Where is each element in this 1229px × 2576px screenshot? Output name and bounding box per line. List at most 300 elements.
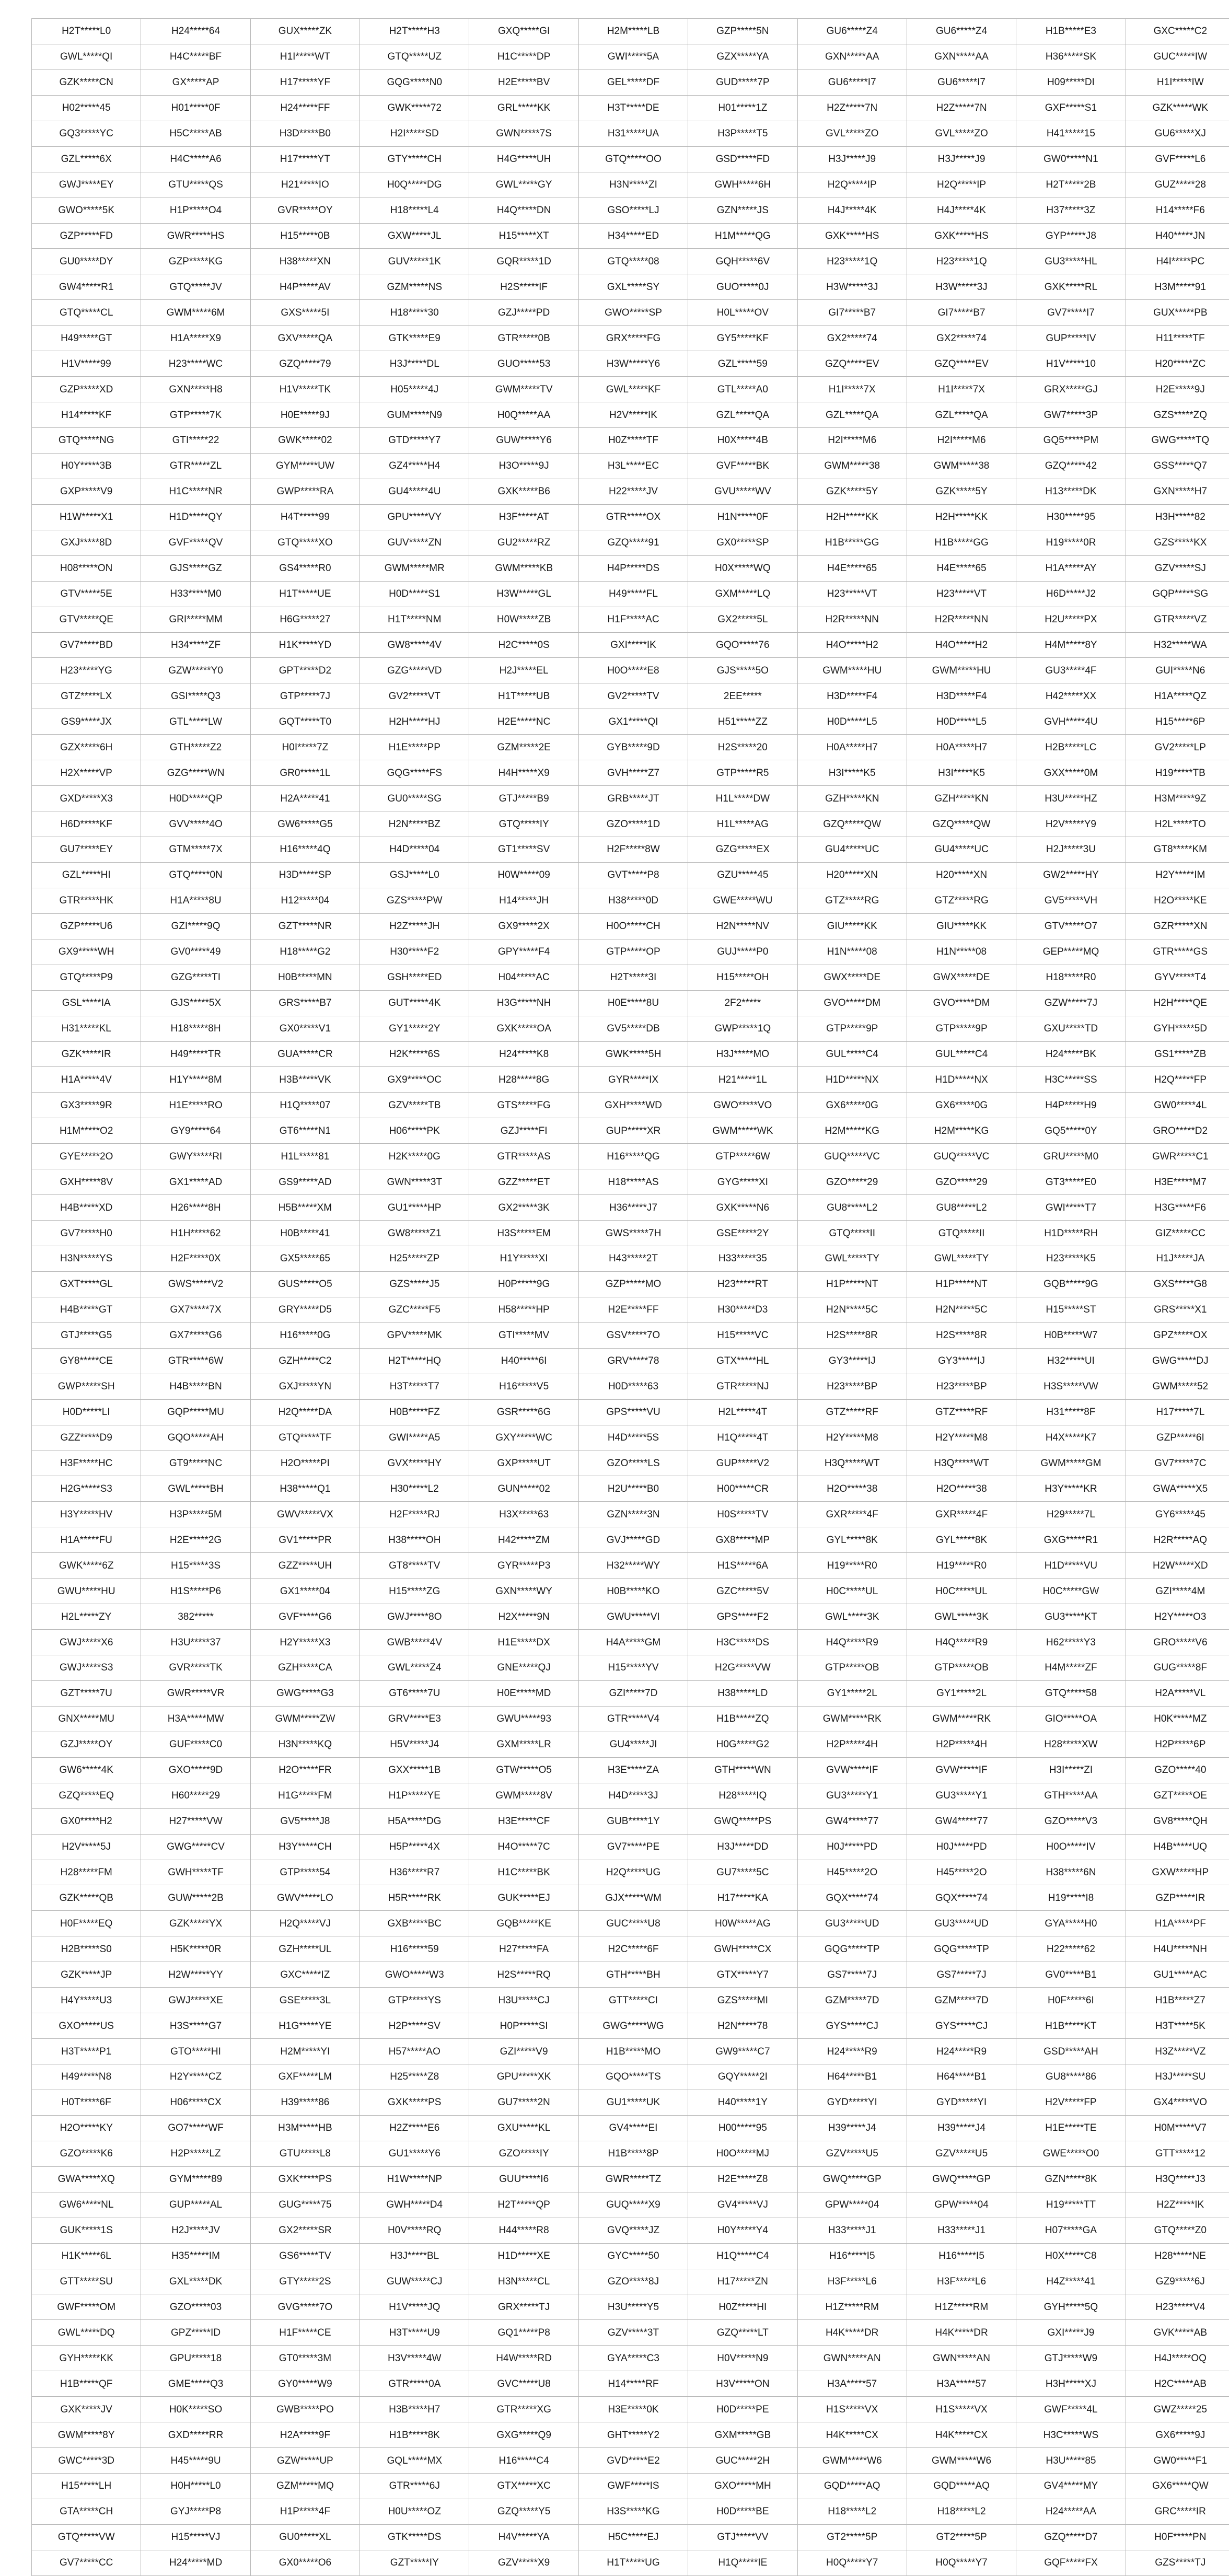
table-cell: H1D*****NX — [907, 1067, 1016, 1093]
table-cell: GTM*****7X — [141, 837, 250, 863]
table-cell: H0B*****W7 — [1016, 1322, 1126, 1348]
table-cell: GXK*****B6 — [469, 479, 578, 504]
table-cell: GWM*****RK — [797, 1706, 907, 1732]
table-cell: GQ5*****0Y — [1016, 1118, 1126, 1144]
table-cell: H45*****2O — [907, 1860, 1016, 1885]
table-cell: GZZ*****D9 — [32, 1425, 141, 1451]
table-cell: GU3*****Y1 — [907, 1783, 1016, 1808]
table-cell: H0T*****6F — [32, 2090, 141, 2115]
table-cell: GTH*****Z2 — [141, 735, 250, 760]
table-row — [32, 2141, 1229, 2166]
table-cell: GPZ*****ID — [141, 2320, 250, 2346]
table-cell: H0K*****MZ — [1126, 1706, 1229, 1732]
table-cell: H0J*****PD — [907, 1834, 1016, 1860]
table-cell: GWL*****Z4 — [360, 1655, 469, 1681]
table-cell: GS4*****R0 — [250, 555, 360, 581]
table-cell: H2I*****SD — [360, 121, 469, 146]
table-cell: H4D*****3J — [578, 1783, 688, 1808]
table-cell: H2O*****38 — [797, 1476, 907, 1502]
table-cell: GY1*****2L — [907, 1680, 1016, 1706]
table-cell: H3F*****HC — [32, 1451, 141, 1476]
table-cell: GRX*****TJ — [469, 2294, 578, 2320]
table-cell: H1H*****62 — [141, 1221, 250, 1246]
table-cell: 382***** — [141, 1604, 250, 1630]
table-cell: GT2*****5P — [907, 2524, 1016, 2550]
table-cell: H15*****VJ — [141, 2524, 250, 2550]
table-cell: GSO*****LJ — [578, 198, 688, 223]
table-cell: GTR*****0A — [360, 2371, 469, 2397]
table-row — [32, 172, 1229, 198]
table-cell: GSR*****6G — [469, 1399, 578, 1425]
table-row — [32, 1476, 1229, 1502]
table-cell: H1M*****O2 — [32, 1118, 141, 1144]
table-cell: H2U*****B0 — [578, 1476, 688, 1502]
table-cell: H1B*****MO — [578, 2039, 688, 2064]
table-cell: GWB*****4V — [360, 1630, 469, 1655]
table-cell: H64*****B1 — [797, 2064, 907, 2090]
table-cell: GXO*****MH — [688, 2474, 797, 2499]
table-cell: H28*****FM — [32, 1860, 141, 1885]
table-cell: GTR*****NJ — [688, 1374, 797, 1399]
table-cell: GTQ*****JV — [141, 274, 250, 300]
table-cell: GU3*****UD — [797, 1911, 907, 1936]
table-cell: H01*****1Z — [688, 95, 797, 121]
table-cell: H0O*****MJ — [688, 2141, 797, 2166]
table-cell: H3Z*****VZ — [1126, 2039, 1229, 2064]
table-cell: H2G*****VW — [688, 1655, 797, 1681]
table-row — [32, 1757, 1229, 1783]
table-cell: GZN*****8K — [1016, 2166, 1126, 2192]
table-cell: H1E*****RO — [141, 1093, 250, 1118]
table-row — [32, 2192, 1229, 2218]
table-cell: H2Q*****FP — [1126, 1067, 1229, 1093]
table-row — [32, 1297, 1229, 1322]
table-cell: H1T*****UE — [250, 581, 360, 607]
table-cell: GPW*****04 — [907, 2192, 1016, 2218]
table-cell: H1Q*****IE — [688, 2550, 797, 2575]
table-row — [32, 223, 1229, 249]
table-cell: GZQ*****Y5 — [469, 2499, 578, 2524]
table-cell: GWZ*****25 — [1126, 2397, 1229, 2422]
table-row — [32, 709, 1229, 735]
table-cell: H4K*****CX — [907, 2422, 1016, 2448]
table-row — [32, 2422, 1229, 2448]
table-cell: H32*****WY — [578, 1553, 688, 1579]
table-row — [32, 632, 1229, 658]
table-cell: GWP*****SH — [32, 1374, 141, 1399]
table-cell: H2O*****FR — [250, 1757, 360, 1783]
table-cell: GZT*****IY — [360, 2550, 469, 2575]
table-row — [32, 198, 1229, 223]
table-cell: GXN*****H8 — [141, 377, 250, 402]
table-cell: GTP*****OB — [797, 1655, 907, 1681]
table-cell: GUX*****PB — [1126, 300, 1229, 326]
table-row — [32, 939, 1229, 965]
table-cell: H38*****6N — [1016, 1860, 1126, 1885]
table-cell: H38*****0D — [578, 888, 688, 913]
table-cell: GXN*****AA — [797, 44, 907, 69]
table-cell: H1G*****YE — [250, 2013, 360, 2039]
table-cell: GZK*****5Y — [797, 479, 907, 504]
table-cell: GPU*****VY — [360, 504, 469, 530]
table-row — [32, 1399, 1229, 1425]
table-cell: H1A*****PF — [1126, 1911, 1229, 1936]
table-cell: H15*****XT — [469, 223, 578, 249]
table-cell: H1F*****CE — [250, 2320, 360, 2346]
table-cell: GUT*****4K — [360, 990, 469, 1016]
table-cell: GRC*****IR — [1126, 2499, 1229, 2524]
table-cell: GT6*****N1 — [250, 1118, 360, 1144]
table-cell: GV7*****CC — [32, 2550, 141, 2575]
table-cell: GUN*****02 — [469, 1476, 578, 1502]
table-cell: H0Q*****Y7 — [797, 2550, 907, 2575]
table-cell: H34*****ZF — [141, 632, 250, 658]
table-cell: GZT*****NR — [250, 913, 360, 939]
table-cell: H0Q*****Y7 — [907, 2550, 1016, 2575]
table-cell: H1E*****PP — [360, 735, 469, 760]
table-cell: H3Y*****KR — [1016, 1476, 1126, 1502]
table-cell: GW6*****G5 — [250, 811, 360, 837]
table-cell: H15*****YV — [578, 1655, 688, 1681]
table-cell: H02*****45 — [32, 95, 141, 121]
table-cell: GWM*****ZW — [250, 1706, 360, 1732]
table-cell: H4M*****ZF — [1016, 1655, 1126, 1681]
table-cell: GPZ*****OX — [1126, 1322, 1229, 1348]
table-cell: GTR*****VZ — [1126, 607, 1229, 632]
table-cell: H21*****1L — [688, 1067, 797, 1093]
table-cell: H49*****N8 — [32, 2064, 141, 2090]
table-cell: GWK*****02 — [250, 428, 360, 454]
table-cell: H1E*****TE — [1016, 2115, 1126, 2141]
table-cell: H3H*****XJ — [1016, 2371, 1126, 2397]
table-cell: GWS*****7H — [578, 1221, 688, 1246]
table-cell: H14*****RF — [578, 2371, 688, 2397]
table-cell: H18*****G2 — [250, 939, 360, 965]
table-cell: GW4*****77 — [907, 1808, 1016, 1834]
table-cell: GQP*****MU — [141, 1399, 250, 1425]
table-cell: GSL*****IA — [32, 990, 141, 1016]
table-cell: GXW*****HP — [1126, 1860, 1229, 1885]
table-cell: GTP*****R5 — [688, 760, 797, 786]
table-cell: H18*****L2 — [797, 2499, 907, 2524]
table-cell: GQO*****76 — [688, 632, 797, 658]
table-cell: GWS*****V2 — [141, 1271, 250, 1297]
table-cell: H04*****AC — [469, 965, 578, 990]
table-cell: GYD*****YI — [797, 2090, 907, 2115]
table-cell: H2Z*****JH — [360, 913, 469, 939]
table-cell: GZU*****45 — [688, 862, 797, 888]
table-cell: H23*****VT — [907, 581, 1016, 607]
table-cell: GXN*****AA — [907, 44, 1016, 69]
table-cell: H4J*****OQ — [1126, 2346, 1229, 2371]
table-cell: H24*****BK — [1016, 1041, 1126, 1067]
table-cell: GXH*****8V — [32, 1169, 141, 1195]
table-cell: GT3*****E0 — [1016, 1169, 1126, 1195]
table-cell: H3N*****KQ — [250, 1732, 360, 1757]
table-cell: GXK*****OA — [469, 1016, 578, 1041]
table-cell: GU0*****XL — [250, 2524, 360, 2550]
table-cell: GZQ*****EV — [797, 351, 907, 377]
table-cell: H1A*****4V — [32, 1067, 141, 1093]
table-cell: GX7*****G6 — [141, 1322, 250, 1348]
table-cell: H17*****7L — [1126, 1399, 1229, 1425]
table-cell: H23*****RT — [688, 1271, 797, 1297]
table-cell: H3J*****J9 — [797, 146, 907, 172]
table-cell: GXF*****S1 — [1016, 95, 1126, 121]
table-cell: GUM*****N9 — [360, 402, 469, 428]
table-cell: H2N*****78 — [688, 2013, 797, 2039]
table-row — [32, 1374, 1229, 1399]
table-cell: GVL*****ZO — [907, 121, 1016, 146]
table-cell: GW8*****4V — [360, 632, 469, 658]
table-cell: GWR*****C1 — [1126, 1144, 1229, 1169]
table-cell: GTQ*****58 — [1016, 1680, 1126, 1706]
table-cell: GRO*****V6 — [1126, 1630, 1229, 1655]
table-cell: GXL*****SY — [578, 274, 688, 300]
table-row — [32, 2218, 1229, 2243]
table-cell: H4H*****X9 — [469, 760, 578, 786]
table-cell: GJX*****WM — [578, 1885, 688, 1911]
table-cell: GYP*****J8 — [1016, 223, 1126, 249]
table-cell: GQH*****6V — [688, 249, 797, 274]
table-cell: H4I*****PC — [1126, 249, 1229, 274]
table-cell: H19*****TT — [1016, 2192, 1126, 2218]
table-cell: H1G*****FM — [250, 1783, 360, 1808]
table-cell: H3E*****ZA — [578, 1757, 688, 1783]
table-cell: H1Z*****RM — [907, 2294, 1016, 2320]
table-cell: H38*****Q1 — [250, 1476, 360, 1502]
table-cell: H45*****9U — [141, 2448, 250, 2474]
table-cell: H3W*****3J — [797, 274, 907, 300]
table-cell: GWQ*****GP — [797, 2166, 907, 2192]
table-cell: GTK*****DS — [360, 2524, 469, 2550]
table-cell: GU6*****I7 — [797, 69, 907, 95]
table-cell: GWN*****AN — [797, 2346, 907, 2371]
table-cell: GYD*****YI — [907, 2090, 1016, 2115]
table-cell: GIU*****KK — [797, 913, 907, 939]
table-cell: GV0*****49 — [141, 939, 250, 965]
table-cell: GU6*****I7 — [907, 69, 1016, 95]
table-row — [32, 2448, 1229, 2474]
table-cell: GQ1*****P8 — [469, 2320, 578, 2346]
table-cell: GRI*****MM — [141, 607, 250, 632]
table-cell: H0E*****MD — [469, 1680, 578, 1706]
table-cell: GXP*****V9 — [32, 479, 141, 504]
table-cell: GT2*****5P — [797, 2524, 907, 2550]
table-cell: H3N*****ZI — [578, 172, 688, 198]
table-cell: GRX*****FG — [578, 326, 688, 351]
table-cell: GY9*****64 — [141, 1118, 250, 1144]
table-cell: H0X*****C8 — [1016, 2243, 1126, 2269]
table-cell: GZQ*****EV — [907, 351, 1016, 377]
table-cell: H1I*****7X — [907, 377, 1016, 402]
table-cell: H1A*****8U — [141, 888, 250, 913]
table-cell: GY8*****CE — [32, 1348, 141, 1374]
table-cell: H24*****R9 — [797, 2039, 907, 2064]
table-cell: H0B*****MN — [250, 965, 360, 990]
table-cell: H1A*****QZ — [1126, 683, 1229, 709]
table-cell: GW4*****77 — [797, 1808, 907, 1834]
table-cell: H1P*****YE — [360, 1783, 469, 1808]
table-cell: H4Q*****R9 — [907, 1630, 1016, 1655]
table-cell: H07*****GA — [1016, 2218, 1126, 2243]
table-cell: GZO*****03 — [141, 2294, 250, 2320]
table-cell: GTY*****CH — [360, 146, 469, 172]
table-row — [32, 1911, 1229, 1936]
table-cell: H1N*****08 — [797, 939, 907, 965]
table-cell: H2M*****KG — [907, 1118, 1016, 1144]
table-cell: H1Z*****RM — [797, 2294, 907, 2320]
table-cell: H0Q*****AA — [469, 402, 578, 428]
table-cell: GSV*****7O — [578, 1322, 688, 1348]
table-cell: GQG*****TP — [797, 1936, 907, 1962]
table-cell: GTR*****0B — [469, 326, 578, 351]
table-cell: GWM*****RK — [907, 1706, 1016, 1732]
table-cell: H18*****30 — [360, 300, 469, 326]
table-cell: GTP*****6W — [688, 1144, 797, 1169]
table-cell: H25*****Z8 — [360, 2064, 469, 2090]
table-cell: H3J*****SU — [1126, 2064, 1229, 2090]
table-cell: GPS*****F2 — [688, 1604, 797, 1630]
table-cell: GZV*****U5 — [797, 2141, 907, 2166]
table-cell: GX6*****0G — [797, 1093, 907, 1118]
table-cell: GTH*****AA — [1016, 1783, 1126, 1808]
table-cell: GUV*****ZN — [360, 530, 469, 555]
table-cell: GZG*****TI — [141, 965, 250, 990]
table-cell: GYH*****5Q — [1016, 2294, 1126, 2320]
table-cell: H0E*****8U — [578, 990, 688, 1016]
table-row — [32, 2090, 1229, 2115]
table-cell: H0F*****PN — [1126, 2524, 1229, 2550]
table-cell: H1A*****FU — [32, 1527, 141, 1553]
table-cell: H2Q*****IP — [797, 172, 907, 198]
table-cell: GZM*****7D — [907, 1988, 1016, 2013]
table-cell: GTP*****9P — [907, 1016, 1016, 1041]
table-cell: H0D*****L5 — [907, 709, 1016, 735]
table-cell: GWI*****5A — [578, 44, 688, 69]
table-cell: GY6*****45 — [1126, 1502, 1229, 1527]
table-cell: H1I*****7X — [797, 377, 907, 402]
table-cell: H4K*****DR — [797, 2320, 907, 2346]
table-cell: GWJ*****XE — [141, 1988, 250, 2013]
table-cell: GZS*****MI — [688, 1988, 797, 2013]
table-cell: GZT*****7U — [32, 1680, 141, 1706]
table-cell: GWM*****GM — [1016, 1451, 1126, 1476]
table-cell: H27*****VW — [141, 1808, 250, 1834]
table-cell: H27*****FA — [469, 1936, 578, 1962]
table-cell: GI7*****B7 — [907, 300, 1016, 326]
table-cell: GUA*****CR — [250, 1041, 360, 1067]
table-cell: H3J*****BL — [360, 2243, 469, 2269]
table-cell: GZK*****IR — [32, 1041, 141, 1067]
table-cell: GS1*****ZB — [1126, 1041, 1229, 1067]
table-cell: GXJ*****8D — [32, 530, 141, 555]
table-row — [32, 1553, 1229, 1579]
table-cell: H2N*****5C — [907, 1297, 1016, 1322]
table-row — [32, 249, 1229, 274]
table-cell: GTV*****QE — [32, 607, 141, 632]
table-cell: GU4*****4U — [360, 479, 469, 504]
table-cell: H06*****CX — [141, 2090, 250, 2115]
table-cell: H4Z*****41 — [1016, 2269, 1126, 2294]
table-cell: GWR*****TZ — [578, 2166, 688, 2192]
table-row — [32, 1527, 1229, 1553]
table-cell: H0C*****GW — [1016, 1579, 1126, 1604]
table-cell: H3F*****L6 — [907, 2269, 1016, 2294]
table-cell: H40*****6I — [469, 1348, 578, 1374]
table-cell: H21*****IO — [250, 172, 360, 198]
table-cell: H1J*****JA — [1126, 1246, 1229, 1272]
table-cell: GWM*****6M — [141, 300, 250, 326]
table-cell: H64*****B1 — [907, 2064, 1016, 2090]
table-cell: GWM*****38 — [907, 453, 1016, 479]
table-cell: GZH*****KN — [797, 786, 907, 811]
table-cell: H16*****0G — [250, 1322, 360, 1348]
table-cell: GTI*****MV — [469, 1322, 578, 1348]
table-cell: GXB*****BC — [360, 1911, 469, 1936]
table-cell: H16*****QG — [578, 1144, 688, 1169]
table-cell: GUP*****IV — [1016, 326, 1126, 351]
table-cell: GTP*****7K — [141, 402, 250, 428]
table-cell: H0B*****41 — [250, 1221, 360, 1246]
table-cell: GVX*****HY — [360, 1451, 469, 1476]
table-row — [32, 2294, 1229, 2320]
table-cell: GUB*****1Y — [578, 1808, 688, 1834]
table-cell: GX3*****9R — [32, 1093, 141, 1118]
table-cell: H2F*****0X — [141, 1246, 250, 1272]
table-row — [32, 1808, 1229, 1834]
table-cell: GPT*****D2 — [250, 658, 360, 683]
table-cell: GWG*****TQ — [1126, 428, 1229, 454]
table-cell: GXO*****US — [32, 2013, 141, 2039]
table-cell: GME*****Q3 — [141, 2371, 250, 2397]
table-cell: GUP*****V2 — [688, 1451, 797, 1476]
table-row — [32, 69, 1229, 95]
table-cell: H3L*****EC — [578, 453, 688, 479]
table-cell: H4B*****BN — [141, 1374, 250, 1399]
table-cell: GZL*****6X — [32, 146, 141, 172]
table-row — [32, 990, 1229, 1016]
table-cell: GXR*****4F — [797, 1502, 907, 1527]
table-cell: H40*****JN — [1126, 223, 1229, 249]
table-cell: H4Q*****DN — [469, 198, 578, 223]
table-cell: GWM*****WK — [688, 1118, 797, 1144]
table-cell: GSE*****3L — [250, 1988, 360, 2013]
table-cell: H15*****LH — [32, 2474, 141, 2499]
table-cell: H17*****ZN — [688, 2269, 797, 2294]
table-cell: GXN*****H7 — [1126, 479, 1229, 504]
table-cell: H16*****I5 — [907, 2243, 1016, 2269]
table-cell: H2N*****5C — [797, 1297, 907, 1322]
table-cell: H38*****OH — [360, 1527, 469, 1553]
table-cell: GTR*****V4 — [578, 1706, 688, 1732]
table-cell: GZO*****IY — [469, 2141, 578, 2166]
table-cell: GWX*****DE — [907, 965, 1016, 990]
table-row — [32, 1962, 1229, 1988]
table-row — [32, 1041, 1229, 1067]
table-cell: GX5*****65 — [250, 1246, 360, 1272]
table-cell: H3H*****82 — [1126, 504, 1229, 530]
table-cell: GVF*****L6 — [1126, 146, 1229, 172]
table-cell: H32*****UI — [1016, 1348, 1126, 1374]
table-cell: H1Y*****XI — [469, 1246, 578, 1272]
table-cell: GUK*****EJ — [469, 1885, 578, 1911]
table-cell: H4K*****DR — [907, 2320, 1016, 2346]
table-cell: GWL*****GY — [469, 172, 578, 198]
table-cell: H13*****DK — [1016, 479, 1126, 504]
table-cell: H2P*****4H — [907, 1732, 1016, 1757]
table-row — [32, 2039, 1229, 2064]
